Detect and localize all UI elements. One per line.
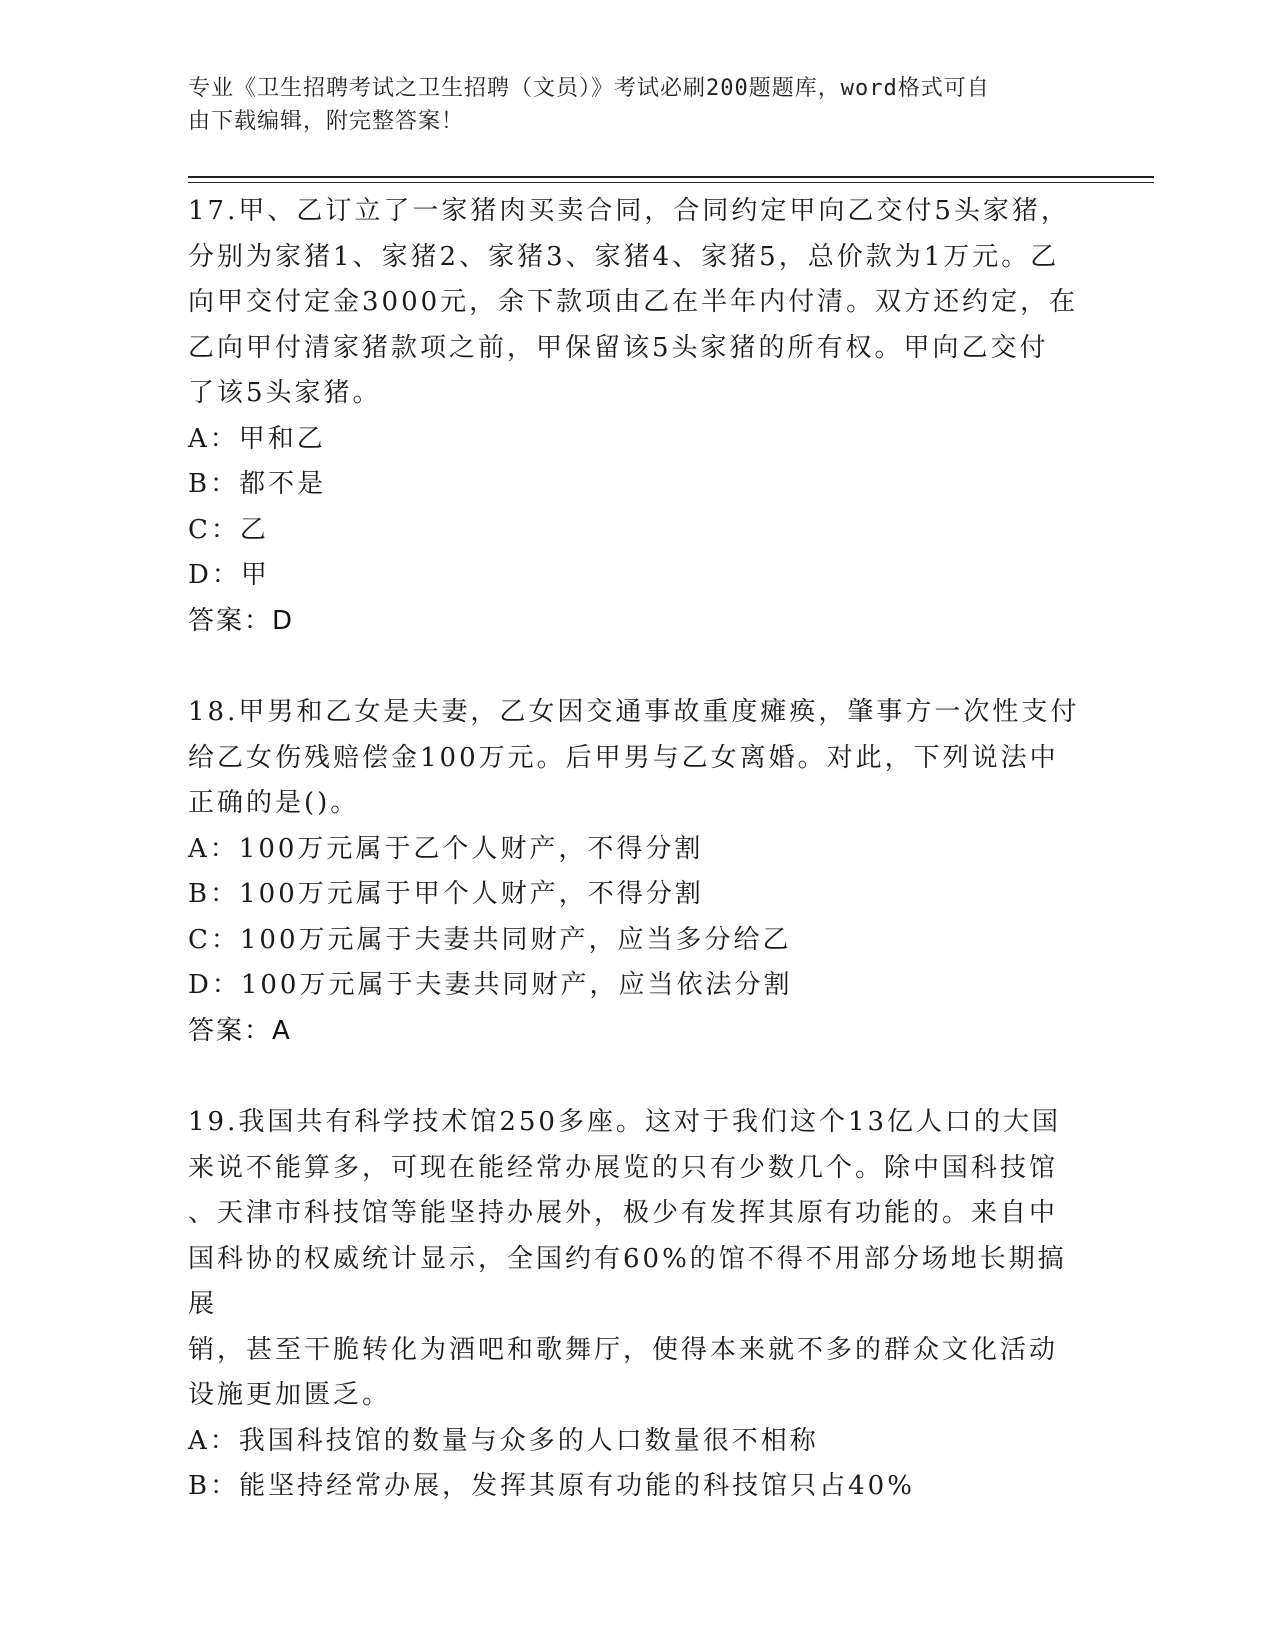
question-18-line-1: 18.甲男和乙女是夫妻，乙女因交通事故重度瘫痪，肇事方一次性支付 (188, 697, 1080, 727)
question-17-line-5: 了该5头家猪。 (188, 378, 382, 408)
question-19-line-5: 销，甚至干脆转化为酒吧和歌舞厅，使得本来就不多的群众文化活动 (188, 1334, 1059, 1365)
question-18-line-2: 给乙女伤残赔偿金100万元。后甲男与乙女离婚。对此，下列说法中 (188, 742, 1059, 773)
question-18-option-c: C：100万元属于夫妻共同财产，应当多分给乙 (188, 924, 792, 955)
question-17-option-a: A：甲和乙 (188, 423, 326, 454)
question-18-option-b: B：100万元属于甲个人财产，不得分割 (188, 879, 704, 909)
question-19-line-6: 设施更加匮乏。 (188, 1380, 392, 1410)
question-17-line-3: 向甲交付定金3000元，余下款项由乙在半年内付清。双方还约定，在 (188, 287, 1079, 317)
question-18-answer: 答案：A (188, 1015, 292, 1046)
question-18-option-a: A：100万元属于乙个人财产，不得分割 (188, 833, 704, 864)
question-19-option-b: B：能坚持经常办展，发挥其原有功能的科技馆只占40% (188, 1471, 915, 1501)
question-17-answer: 答案：D (188, 605, 295, 636)
question-17-option-c: C：乙 (188, 514, 269, 545)
document-header (188, 72, 1068, 138)
question-17-line-4: 乙向甲付清家猪款项之前，甲保留该5头家猪的所有权。甲向乙交付 (188, 332, 1049, 363)
header-line-1: 专业《卫生招聘考试之卫生招聘（文员）》考试必刷200题题库，word格式可自 (188, 76, 990, 101)
question-18-line-3: 正确的是()。 (188, 788, 360, 818)
header-rule-thick (188, 176, 1154, 178)
question-19-line-4: 国科协的权威统计显示，全国约有60%的馆不得不用部分场地长期搞展 (188, 1243, 1067, 1319)
question-19-line-2: 来说不能算多，可现在能经常办展览的只有少数几个。除中国科技馆 (188, 1152, 1059, 1183)
question-19-line-1: 19.我国共有科学技术馆250多座。这对于我们这个13亿人口的大国 (188, 1107, 1062, 1137)
question-18-option-d: D：100万元属于夫妻共同财产，应当依法分割 (188, 970, 793, 1000)
question-list (188, 189, 1088, 1556)
question-19-option-a: A：我国科技馆的数量与众多的人口数量很不相称 (188, 1425, 819, 1456)
question-17-option-b: B：都不是 (188, 469, 327, 499)
question-17 (188, 189, 1088, 644)
question-17-option-d: D：甲 (188, 560, 270, 590)
question-17-line-2: 分别为家猪1、家猪2、家猪3、家猪4、家猪5，总价款为1万元。乙 (188, 241, 1060, 272)
question-17-line-1: 17.甲、乙订立了一家猪肉买卖合同，合同约定甲向乙交付5头家猪， (188, 196, 1070, 226)
question-18 (188, 690, 1088, 1054)
question-19-line-3: 、天津市科技馆等能坚持办展外，极少有发挥其原有功能的。来自中 (188, 1198, 1059, 1228)
header-line-2: 由下载编辑，附完整答案！ (188, 109, 465, 134)
header-rule-thin (188, 182, 1154, 183)
question-19 (188, 1100, 1088, 1510)
